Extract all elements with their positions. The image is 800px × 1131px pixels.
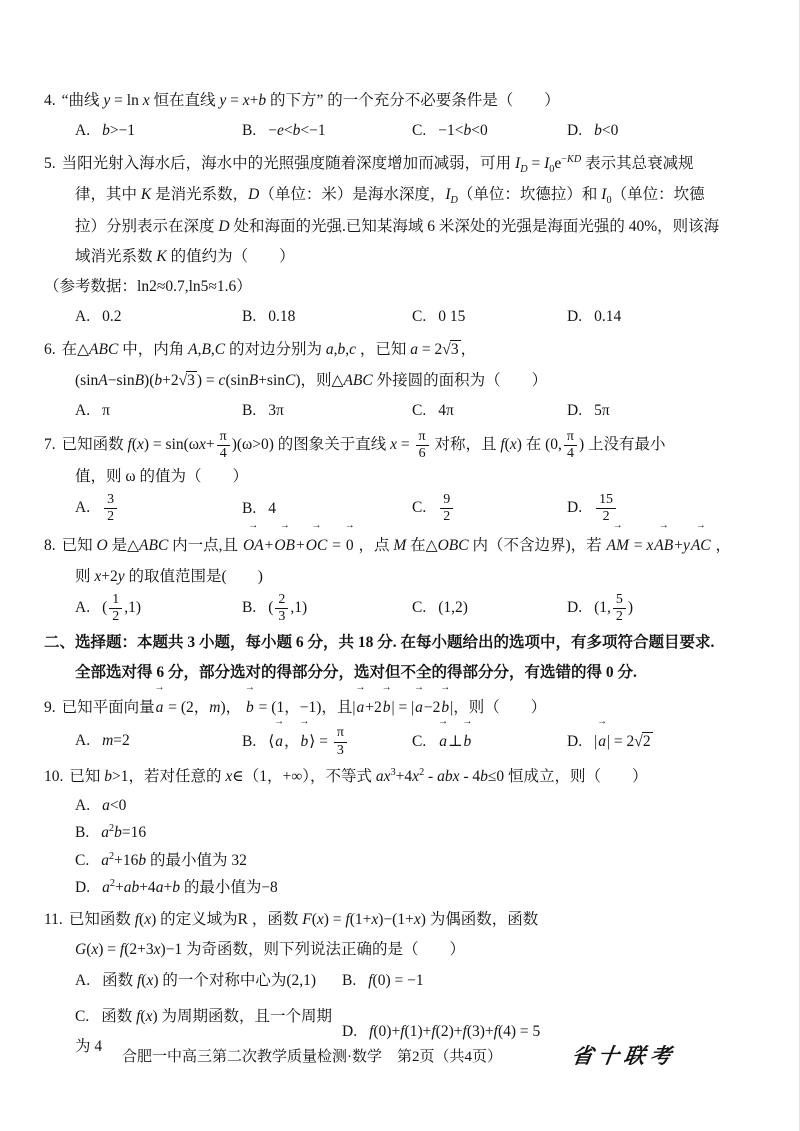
- option-label: C.: [412, 122, 427, 140]
- option-text: 函数 f(x) 为周期函数，且一个周期为 4: [75, 1007, 333, 1055]
- option-label: B.: [242, 499, 257, 517]
- option-label: B.: [242, 598, 257, 616]
- option-text: $a^2+ab+4a+b$ 的最小值为−8: [102, 878, 278, 897]
- option-label: D.: [567, 499, 583, 517]
- option-label: A.: [75, 796, 91, 814]
- question-text-line: 拉）分别表示在深度 D 处和海面的光强.已知某海域 6 米深处的光强是海面光强的 40%，则该海: [75, 217, 720, 235]
- option-text: $\frac{9}{2}$: [438, 499, 455, 516]
- option-label: A.: [75, 731, 91, 749]
- option-label: D.: [342, 1022, 358, 1040]
- option-text: 4π: [438, 401, 454, 419]
- option-text: 0 15: [438, 308, 466, 326]
- option-text: $a^2b=16$: [101, 823, 147, 842]
- option-text: 5π: [594, 401, 610, 419]
- page-footer: [0, 1040, 800, 1070]
- question-text-line: 11. 已知函数 f(x) 的定义域为R ，函数 F(x) = f(1+x)−(1+x) 为偶函数，函数: [44, 911, 539, 929]
- option-text: $\frac{3}{2}$: [102, 499, 119, 516]
- option-text: → a⊥ → b: [438, 716, 473, 751]
- option-label: C.: [412, 401, 427, 419]
- option-text: 4: [268, 499, 276, 517]
- option-C: [412, 396, 567, 426]
- option-A: [75, 116, 242, 146]
- option-text: −1<b<0: [438, 122, 488, 140]
- question-number: 6.: [44, 341, 56, 359]
- question-6: [44, 335, 765, 426]
- question-text-line: 6. 在△ABC 中，内角 A,B,C 的对边分别为 a,b,c ，已知 a = 2√3 ，: [44, 341, 477, 359]
- options: [44, 792, 765, 902]
- option-A: [75, 592, 242, 625]
- question-number: 10.: [44, 767, 64, 785]
- question-number: 7.: [44, 436, 56, 454]
- option-B: [242, 494, 412, 524]
- section-2-header: [44, 628, 765, 688]
- option-text: | → a| = 2√2: [594, 716, 651, 751]
- question-number: 8.: [44, 537, 56, 555]
- question-11: [44, 905, 765, 1062]
- question-7: [44, 429, 765, 525]
- option-C: [412, 492, 567, 525]
- option-label: A.: [75, 499, 91, 517]
- option-D: [567, 592, 765, 625]
- option-B: [242, 116, 412, 146]
- options: [44, 302, 765, 332]
- option-text: ( $\frac{2}{3}$ ,1): [268, 591, 308, 624]
- option-D: [567, 302, 765, 332]
- option-D: [567, 716, 765, 757]
- option-text: b>−1: [102, 122, 136, 140]
- option-C: [412, 716, 567, 757]
- option-A: [75, 302, 242, 332]
- option-label: B.: [242, 308, 257, 326]
- option-text: 3π: [268, 401, 284, 419]
- question-text-line: 8. 已知 O 是△ABC 内一点,且 → OA+ → OB+ → OC = → 0 ，点 M 在△OBC 内（不含边界)，若 → AM = x → AB+y → AC ，: [44, 520, 732, 555]
- option-A: [75, 396, 242, 426]
- option-label: C.: [412, 733, 427, 751]
- option-label: B.: [242, 401, 257, 419]
- option-label: A.: [75, 308, 91, 326]
- option-B: [342, 966, 765, 996]
- options: [44, 116, 765, 146]
- option-B: [242, 715, 412, 759]
- option-label: D.: [75, 879, 91, 897]
- options: [44, 396, 765, 426]
- option-A: [75, 492, 242, 525]
- question-text-line: 7. 已知函数 f(x) = sin(ωx+ $\frac{\pi}{4}$ )(ω>0) 的图象关于直线 x = $\frac{\pi}{6}$ 对称，且 f(x) 在 (0, $\frac{\pi}{4}$ ) 上没有最小: [44, 429, 666, 462]
- option-text: $\frac{15}{2}$: [594, 499, 618, 516]
- question-5: [44, 149, 765, 332]
- question-number: 9.: [44, 699, 56, 717]
- option-text: m=2: [102, 731, 130, 749]
- question-text-line: (sinA−sinB)(b+2√3 ) = c(sinB+sinC)，则△ABC 外接圆的面积为（ ）: [75, 371, 548, 389]
- option-text: 0.2: [102, 308, 122, 326]
- option-A: [75, 726, 242, 756]
- footer-logo: 省十联考: [570, 1044, 678, 1068]
- option-text: (1, $\frac{5}{2}$ ): [594, 591, 634, 624]
- option-label: C.: [75, 851, 90, 869]
- option-label: B.: [75, 824, 90, 842]
- options: [44, 592, 765, 625]
- options: [44, 492, 765, 525]
- option-text: f(0) = −1: [368, 971, 424, 989]
- question-text-line: 4. “曲线 y = ln x 恒在直线 y = x+b 的下方” 的一个充分不必要条件是（ ）: [44, 92, 560, 109]
- option-text: 0.14: [594, 308, 622, 326]
- option-A: [75, 966, 342, 996]
- question-text-line: 律，其中 K 是消光系数，D（单位：米）是海水深度，$I_D$（单位：坎德拉）和 $I_0$（单位：坎德: [75, 186, 705, 207]
- option-text: ( $\frac{1}{2}$ ,1): [102, 591, 142, 624]
- option-label: B.: [242, 122, 257, 140]
- option-label: D.: [567, 401, 583, 419]
- question-8: [44, 520, 765, 625]
- option-C: [412, 116, 567, 146]
- option-text: 函数 f(x) 的一个对称中心为(2,1): [102, 971, 317, 989]
- question-text-line: 9. 已知平面向量 → a = (2，m)， → b = (1，−1)，且| → a+2 → b| = | → a−2 → b|，则（ ）: [44, 682, 547, 717]
- option-D: [567, 396, 765, 426]
- option-label: B.: [242, 732, 257, 750]
- option-label: C.: [75, 1007, 90, 1025]
- option-B: [75, 819, 765, 847]
- question-number: 5.: [44, 155, 56, 173]
- option-label: C.: [412, 599, 427, 617]
- option-D: [567, 116, 765, 146]
- question-number: 11.: [44, 911, 63, 929]
- option-A: [75, 792, 765, 820]
- option-label: D.: [567, 308, 583, 326]
- option-B: [242, 396, 412, 426]
- question-number: 4.: [44, 92, 56, 109]
- option-label: B.: [342, 971, 357, 989]
- question-4: [44, 86, 765, 146]
- question-text-line: 则 x+2y 的取值范围是( ): [75, 567, 263, 585]
- question-text-line: （参考数据：ln2≈0.7,ln5≈1.6）: [44, 277, 252, 295]
- option-text: a<0: [102, 796, 127, 814]
- option-B: [242, 302, 412, 332]
- option-label: A.: [75, 401, 91, 419]
- option-text: $a^2+16b$ 的最小值为 32: [101, 850, 247, 869]
- question-text-line: 域消光系数 K 的值约为（ ）: [75, 247, 295, 265]
- option-label: A.: [75, 122, 91, 140]
- option-C: [412, 302, 567, 332]
- question-text-line: 10. 已知 b>1，若对任意的 x∈（1，+∞），不等式 $ax^3+4x^2$ - abx - 4b≤0 恒成立，则（ ）: [44, 766, 648, 785]
- option-text: −e<b<−1: [268, 122, 326, 140]
- question-9: [44, 682, 765, 758]
- option-text: f(0)+f(1)+f(2)+f(3)+f(4) = 5: [369, 1022, 541, 1040]
- option-label: C.: [412, 308, 427, 326]
- option-label: D.: [567, 733, 583, 751]
- option-label: C.: [412, 499, 427, 517]
- question-text-line: G(x) = f(2+3x)−1 为奇函数，则下列说法正确的是（ ）: [75, 941, 466, 959]
- question-10: [44, 762, 765, 903]
- option-C: [75, 847, 765, 875]
- footer-title: 合肥一中高三第二次教学质量检测·数学 第2页（共4页）: [122, 1048, 502, 1065]
- option-C: [412, 593, 567, 623]
- option-label: A.: [75, 971, 91, 989]
- option-label: D.: [567, 598, 583, 616]
- question-text-line: 5. 当阳光射入海水后，海水中的光照强度随着深度增加而减弱，可用 $I_D = I_0e^{-KD}$ 表示其总衰减规: [44, 154, 694, 176]
- option-D: [75, 874, 765, 902]
- option-text: (1,2): [438, 599, 468, 617]
- section-header-line: 二、选择题：本题共 3 小题，每小题 6 分，共 18 分. 在每小题给出的选项中，有多项符合题目要求.: [44, 633, 715, 651]
- option-text: ⟨ → a， → b⟩ = $\frac{\pi}{3}$: [268, 733, 349, 750]
- question-text-line: 值，则 ω 的值为（ ）: [75, 468, 248, 486]
- options: [44, 715, 765, 759]
- option-B: [242, 592, 412, 625]
- option-label: D.: [567, 122, 583, 140]
- section-header-line: 全部选对得 6 分，部分选对的得部分分，选对但不全的得部分分，有选错的得 0 分.: [75, 664, 637, 682]
- option-text: π: [102, 401, 110, 419]
- option-text: 0.18: [268, 308, 296, 326]
- option-text: b<0: [594, 122, 619, 140]
- option-label: A.: [75, 598, 91, 616]
